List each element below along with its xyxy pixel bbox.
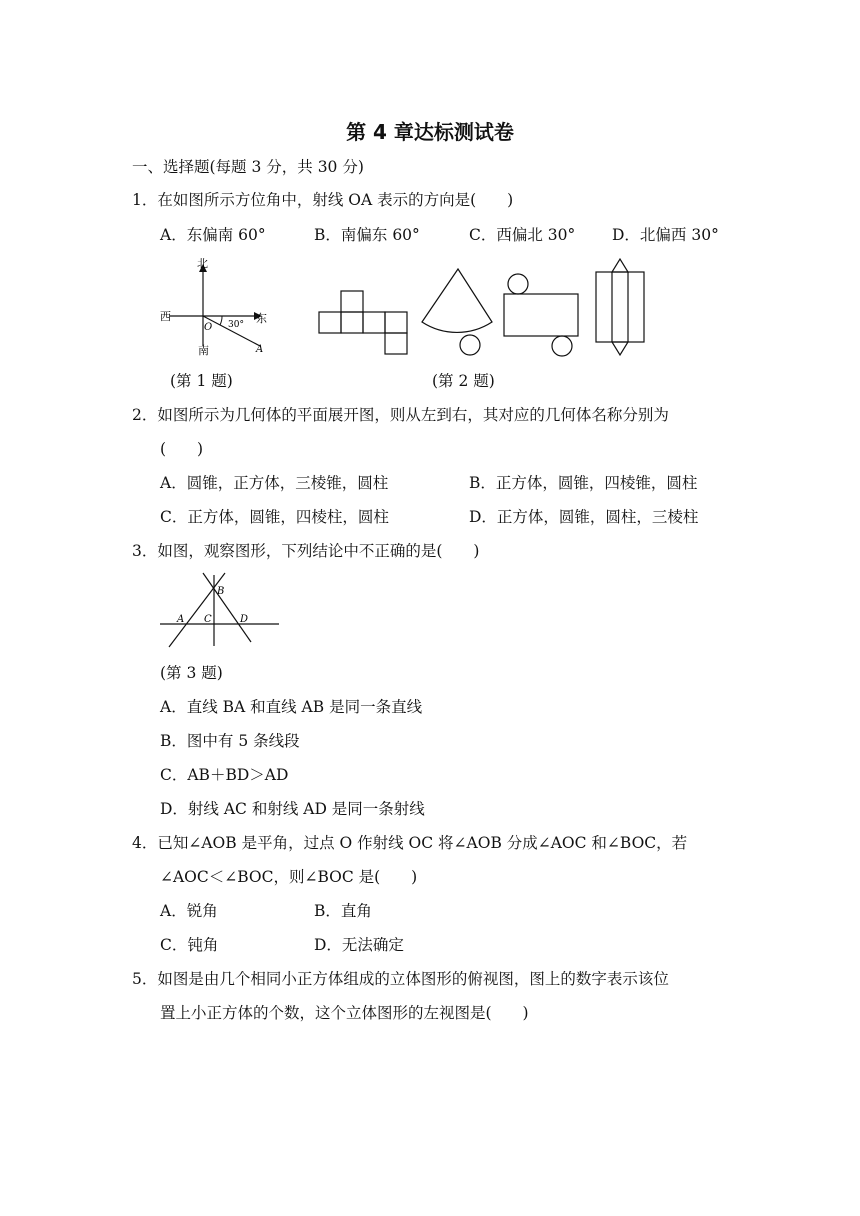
cone-net	[422, 269, 492, 355]
question-1-stem: 1．在如图所示方位角中，射线 OA 表示的方向是( )	[132, 191, 514, 209]
figure-2-nets	[310, 256, 660, 358]
label-angle: 30°	[228, 320, 244, 330]
section-heading: 一、选择题(每题 3 分，共 30 分)	[132, 158, 364, 176]
label-west: 西	[160, 310, 171, 323]
q4-option-c: C．钝角	[160, 936, 219, 954]
angle-arc	[220, 316, 222, 325]
q1-option-c: C．西偏北 30°	[469, 226, 576, 244]
question-2-stem-line1: 2．如图所示为几何体的平面展开图，则从左到右，其对应的几何体名称分别为	[132, 406, 669, 424]
label-east: 东	[256, 312, 267, 325]
q2-option-b: B．正方体，圆锥，四棱锥，圆柱	[469, 474, 698, 492]
figure-3-lines	[155, 570, 285, 650]
q4-option-d: D．无法确定	[314, 936, 404, 954]
q1-option-a: A．东偏南 60°	[160, 226, 266, 244]
q3-option-a: A．直线 BA 和直线 AB 是同一条直线	[160, 698, 423, 716]
cube-net	[319, 291, 407, 354]
figure-3-caption: (第 3 题)	[160, 664, 223, 682]
q4-option-a: A．锐角	[160, 902, 218, 920]
cylinder-net	[504, 274, 578, 356]
q2-option-a: A．圆锥，正方体，三棱锥，圆柱	[160, 474, 389, 492]
question-2-stem-line2: ( )	[160, 440, 204, 458]
question-4-stem-line1: 4．已知∠AOB 是平角，过点 O 作射线 OC 将∠AOB 分成∠AOC 和∠BOC，若	[132, 834, 688, 852]
q2-option-d: D．正方体，圆锥，圆柱，三棱柱	[469, 508, 699, 526]
q3-option-c: C．AB＋BD＞AD	[160, 766, 289, 784]
question-4-stem-line2: ∠AOC＜∠BOC，则∠BOC 是( )	[160, 868, 418, 886]
question-3-stem: 3．如图，观察图形，下列结论中不正确的是( )	[132, 542, 480, 560]
q4-option-b: B．直角	[314, 902, 372, 920]
q1-option-b: B．南偏东 60°	[314, 226, 420, 244]
label-d: D	[240, 614, 249, 625]
line-bd	[203, 573, 251, 642]
label-south: 南	[198, 344, 209, 357]
figure-2-caption: (第 2 题)	[432, 372, 495, 390]
label-a: A	[256, 344, 264, 355]
question-5-stem-line1: 5．如图是由几个相同小正方体组成的立体图形的俯视图，图上的数字表示该位	[132, 970, 669, 988]
q3-option-b: B．图中有 5 条线段	[160, 732, 300, 750]
line-ab	[169, 573, 225, 647]
q2-option-c: C．正方体，圆锥，四棱柱，圆柱	[160, 508, 389, 526]
figure-1-direction-angle	[150, 252, 280, 362]
prism-net	[596, 259, 644, 355]
label-c: C	[204, 614, 212, 625]
page-title: 第 4 章达标测试卷	[346, 120, 514, 144]
label-o: O	[204, 322, 213, 333]
q1-option-d: D．北偏西 30°	[612, 226, 719, 244]
label-a: A	[177, 614, 185, 625]
question-5-stem-line2: 置上小正方体的个数，这个立体图形的左视图是( )	[160, 1004, 529, 1022]
label-b: B	[217, 586, 225, 597]
q3-option-d: D．射线 AC 和射线 AD 是同一条射线	[160, 800, 425, 818]
label-north: 北	[197, 257, 208, 270]
figure-1-caption: (第 1 题)	[170, 372, 233, 390]
